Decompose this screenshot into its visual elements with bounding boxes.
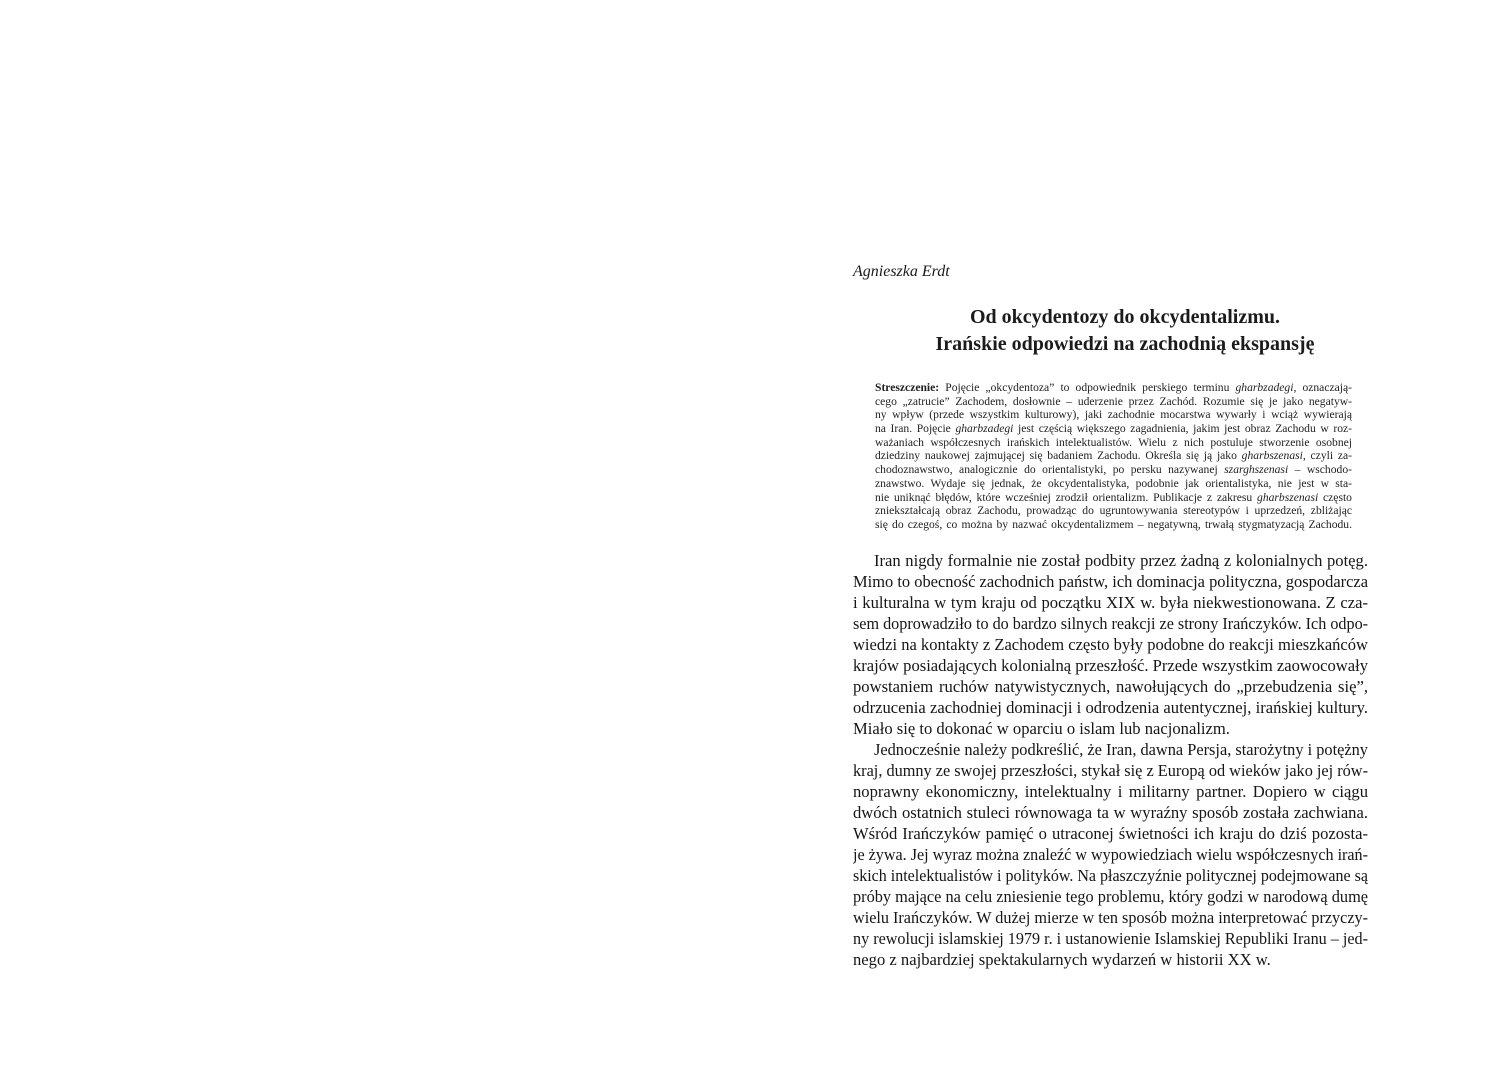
abstract-line [875, 381, 1352, 395]
body-line-text: wiedzi na kontakty z Zachodem często były podobne do reakcji mieszkańców [853, 635, 1368, 654]
abstract-line-text [875, 477, 1352, 490]
body-line [853, 760, 1368, 781]
body-line-text: próby mające na celu zniesienie tego problemu, który godzi w narodową dumę [853, 887, 1368, 906]
abstract-text: jest częścią większego zagadnienia, jakim jest obraz Zachodu w roz- [1013, 422, 1352, 436]
abstract-text: chodoznawstwo, analogicznie do orientalistyki, po persku nazywanej [875, 463, 1225, 477]
body-line [853, 718, 1368, 739]
body-line [853, 739, 1368, 760]
body-line [853, 613, 1368, 634]
abstract-line [875, 491, 1352, 505]
title-line: Irańskie odpowiedzi na zachodnią ekspansję [935, 333, 1315, 355]
abstract-line-text [875, 408, 1352, 421]
abstract-line-text [875, 381, 1352, 394]
body-line [853, 550, 1368, 571]
abstract-line-text [875, 422, 1352, 435]
body-line-text: wielu Irańczyków. W dużej mierze w ten sposób można interpretować przyczy- [853, 908, 1368, 927]
abstract-text: zniekształcają obraz Zachodu, prowadząc do ugruntowywania stereotypów i uprzedzeń, zbliżając [875, 504, 1352, 518]
abstract-text: ważaniach współczesnych irańskich intelektualistów. Wielu z nich postuluje stworzenie osobnej [875, 435, 1352, 449]
abstract-text: często [1318, 490, 1352, 504]
abstract-line-text [875, 504, 1352, 517]
abstract-text: , oznaczają- [1293, 381, 1352, 394]
body-line [853, 697, 1368, 718]
body-line [853, 802, 1368, 823]
body-line-text: Iran nigdy formalnie nie został podbity przez żadną z kolonialnych potęg. [874, 551, 1368, 570]
abstract-line [875, 504, 1352, 518]
body-line [853, 592, 1368, 613]
body-line [853, 676, 1368, 697]
body-line-text: odrzucenia zachodniej dominacji i odrodzenia autentycznej, irańskiej kultury. [853, 698, 1368, 717]
body-line [853, 571, 1368, 592]
body-line-text: noprawny ekonomiczny, intelektualny i militarny partner. Dopiero w ciągu [853, 782, 1368, 801]
abstract-text: ny wpływ (przede wszystkim kulturowy), jaki zachodnie mocarstwa wywarły i wciąż wywierają [875, 408, 1352, 422]
abstract-text: nie uniknąć błędów, które wcześniej zrodził orientalizm. Publikacje z zakresu [875, 490, 1258, 504]
abstract-line [875, 422, 1352, 436]
body-line-text: nego z najbardziej spektakularnych wydarzeń w historii XX w. [853, 950, 1271, 969]
body-line [853, 655, 1368, 676]
abstract-italic-term: gharbzadegi [955, 422, 1014, 436]
abstract-italic-term: gharbszenasi [1241, 449, 1303, 463]
abstract-italic-term: szarghszenasi [1224, 463, 1289, 477]
abstract-line [875, 408, 1352, 422]
body-line [853, 781, 1368, 802]
body-line-text: Wśród Irańczyków pamięć o utraconej świetności ich kraju do dziś pozosta- [853, 824, 1368, 843]
body-paragraph [853, 739, 1368, 970]
body-line-text: ny rewolucji islamskiej 1979 r. i ustanowienie Islamskiej Republiki Iranu – jed- [853, 929, 1368, 948]
abstract-line-text [875, 395, 1352, 408]
abstract-line [875, 436, 1352, 450]
abstract-line [875, 395, 1352, 409]
abstract-line-text [875, 463, 1352, 476]
abstract-line-text [875, 436, 1352, 449]
body-line-text: Miało się to dokonać w oparciu o islam lub nacjonalizm. [853, 719, 1230, 738]
author-name: Agnieszka Erdt [853, 263, 950, 280]
body-line [853, 634, 1368, 655]
abstract-text: się do czegoś, co można by nazwać okcydentalizmem – negatywną, trwałą stygmatyzacją Zachodu. [875, 517, 1352, 531]
body-text [853, 550, 1368, 970]
abstract [875, 381, 1352, 532]
body-line-text: powstaniem ruchów natywistycznych, nawołujących do „przebudzenia się”, [853, 677, 1368, 696]
body-line-text: krajów posiadających kolonialną przeszłość. Przede wszystkim zaowocowały [853, 656, 1368, 675]
body-line-text: sem doprowadziło to do bardzo silnych reakcji ze strony Irańczyków. Ich odpo- [853, 614, 1368, 633]
abstract-text: – wschodo- [1288, 463, 1352, 477]
abstract-text: znawstwo. Wydaje się jednak, że okcydentalistyka, podobnie jak orientalistyka, nie jest w sta- [875, 476, 1352, 490]
body-line-text: skich intelektualistów i polityków. Na płaszczyźnie politycznej podejmowane są [853, 866, 1368, 885]
abstract-text: dziedziny naukowej zajmującej się badaniem Zachodu. Określa się ją jako [875, 449, 1242, 463]
body-line [853, 823, 1368, 844]
body-line [853, 907, 1368, 928]
article-title [880, 304, 1370, 358]
body-line-text: Jednocześnie należy podkreślić, że Iran, dawna Persja, starożytny i potężny [874, 740, 1368, 759]
abstract-label: Streszczenie: [875, 381, 940, 394]
body-paragraph [853, 550, 1368, 739]
body-line [853, 928, 1368, 949]
abstract-text: cego „zatrucie” Zachodem, dosłownie – uderzenie przez Zachód. Rozumie się je jako negatyw- [875, 394, 1352, 408]
abstract-line-text [875, 449, 1352, 462]
title-line: Od okcydentozy do okcydentalizmu. [969, 306, 1281, 328]
body-line-text: je żywa. Jej wyraz można znaleźć w wypowiedziach wielu współczesnych irań- [853, 845, 1368, 864]
body-line-text: Mimo to obecność zachodnich państw, ich dominacja polityczna, gospodarcza [853, 572, 1368, 591]
abstract-line-text [875, 491, 1352, 504]
abstract-italic-term: gharbzadegi [1235, 381, 1294, 394]
body-line [853, 949, 1368, 970]
abstract-text: Pojęcie „okcydentoza” to odpowiednik perskiego terminu [939, 381, 1236, 394]
body-line [853, 844, 1368, 865]
body-line [853, 865, 1368, 886]
abstract-line [875, 518, 1352, 532]
body-line-text: dwóch ostatnich stuleci równowaga ta w wyraźny sposób została zachwiana. [853, 803, 1368, 822]
body-line-text: i kulturalna w tym kraju od początku XIX w. była niekwestionowana. Z cza- [853, 593, 1368, 612]
abstract-line [875, 463, 1352, 477]
abstract-line [875, 477, 1352, 491]
body-line-text: kraj, dumny ze swojej przeszłości, stykał się z Europą od wieków jako jej rów- [853, 761, 1368, 780]
abstract-text: na Iran. Pojęcie [875, 422, 956, 436]
abstract-line-text [875, 518, 1352, 531]
abstract-italic-term: gharbszenasi [1257, 490, 1319, 504]
abstract-line [875, 449, 1352, 463]
abstract-text: , czyli za- [1302, 449, 1352, 463]
body-line [853, 886, 1368, 907]
